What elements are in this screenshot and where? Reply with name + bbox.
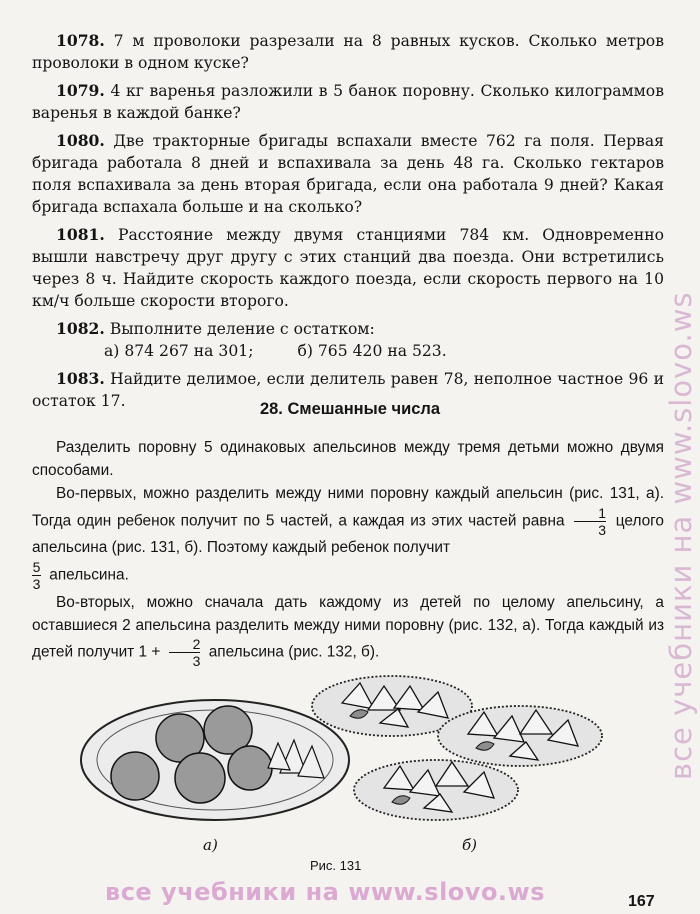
theory-paragraph-2	[32, 483, 664, 559]
section-title: 28. Смешанные числа	[259, 400, 441, 418]
fraction-five-thirds	[32, 560, 41, 591]
figure-caption: Рис. 131	[310, 858, 362, 873]
fraction-denominator: 3	[598, 521, 607, 538]
bottom-watermark: все учебники на www.slovo.ws	[105, 878, 545, 906]
problem-number: 1081.	[56, 225, 105, 244]
problem-text: Две тракторные бригады вспахали вместе 762 га поля. Первая бригада работала 8 дней и вспахивала за день 48 га. Сколько гектаров поля вспахивала за день вторая бригада, если она работала 9 дней? Какая бригада вспахала больше и на сколько?	[32, 132, 664, 216]
theory-text-fragment: апельсина (рис. 132, б).	[208, 643, 380, 661]
figure-a-plate-whole-oranges	[81, 700, 349, 820]
problems-list	[32, 30, 664, 418]
fraction-denominator: 3	[32, 576, 41, 592]
fraction-two-thirds	[169, 637, 201, 668]
fraction-numerator: 5	[32, 559, 41, 575]
side-watermark: все учебники на www.slovo.ws	[664, 291, 698, 780]
theory-text-fragment: апельсина.	[49, 566, 129, 584]
fraction-denominator: 3	[192, 653, 201, 669]
problem-text: 4 кг варенья разложили в 5 банок поровну. Сколько килограммов варенья в каждой банке?	[32, 82, 664, 122]
problem-1081	[32, 224, 664, 312]
problem-text: Расстояние между двумя станциями 784 км. Одновременно вышли навстречу друг другу с этих станций два поезда. Они встретились через 8 ч. Найдите скорость каждого поезда, если скорость первого на 10 км/ч больше скорости второго.	[32, 226, 664, 310]
problem-number: 1079.	[56, 81, 105, 100]
problem-text: 7 м проволоки разрезали на 8 равных кусков. Сколько метров проволоки в одном куске?	[32, 32, 664, 72]
theory-text	[32, 437, 664, 669]
theory-text-fragment: Во-вторых, можно сначала дать каждому из детей по целому апельсину, а оставшиеся 2 апельсина разделить между ними поровну (рис. 132, а). Тогда каждый из детей получит 1 +	[32, 594, 664, 661]
theory-text-fragment: целого апельсина (рис. 131, б). Поэтому каждый ребенок получит	[32, 512, 664, 556]
theory-paragraph-1: Разделить поровну 5 одинаковых апельсинов между тремя детьми можно двумя способами.	[32, 439, 664, 479]
problem-text: Выполните деление с остатком:	[109, 320, 375, 338]
problem-part-b: б) 765 420 на 523.	[297, 342, 447, 360]
figure-b-plates-orange-slices	[312, 676, 602, 820]
problem-1082-parts	[32, 340, 664, 362]
problem-number: 1083.	[56, 369, 105, 388]
theory-paragraph-3	[32, 560, 664, 591]
fraction-numerator: 2	[192, 636, 201, 652]
theory-paragraph-4	[32, 592, 664, 668]
problem-1080	[32, 130, 664, 218]
problem-1079	[32, 80, 664, 124]
fraction-numerator: 1	[598, 504, 607, 521]
fraction-one-third	[574, 506, 606, 537]
page-number: 167	[628, 893, 655, 910]
figure-label-b: б)	[462, 836, 478, 854]
oranges-illustration	[80, 668, 620, 838]
theory-text-fragment: Во-первых, можно разделить между ними поровну каждый апельсин (рис. 131, а). Тогда один ребенок получит по 5 частей, а каждая из этих частей равна	[32, 485, 664, 530]
problem-number: 1078.	[56, 31, 105, 50]
figure-label-a: а)	[203, 836, 218, 854]
problem-part-a: а) 874 267 на 301;	[104, 342, 254, 360]
problem-1078	[32, 30, 664, 74]
problem-text: Найдите делимое, если делитель равен 78, неполное частное 96 и остаток 17.	[32, 370, 665, 410]
problem-number: 1082.	[56, 319, 105, 338]
problem-1082	[32, 318, 664, 340]
problem-number: 1080.	[56, 131, 105, 150]
